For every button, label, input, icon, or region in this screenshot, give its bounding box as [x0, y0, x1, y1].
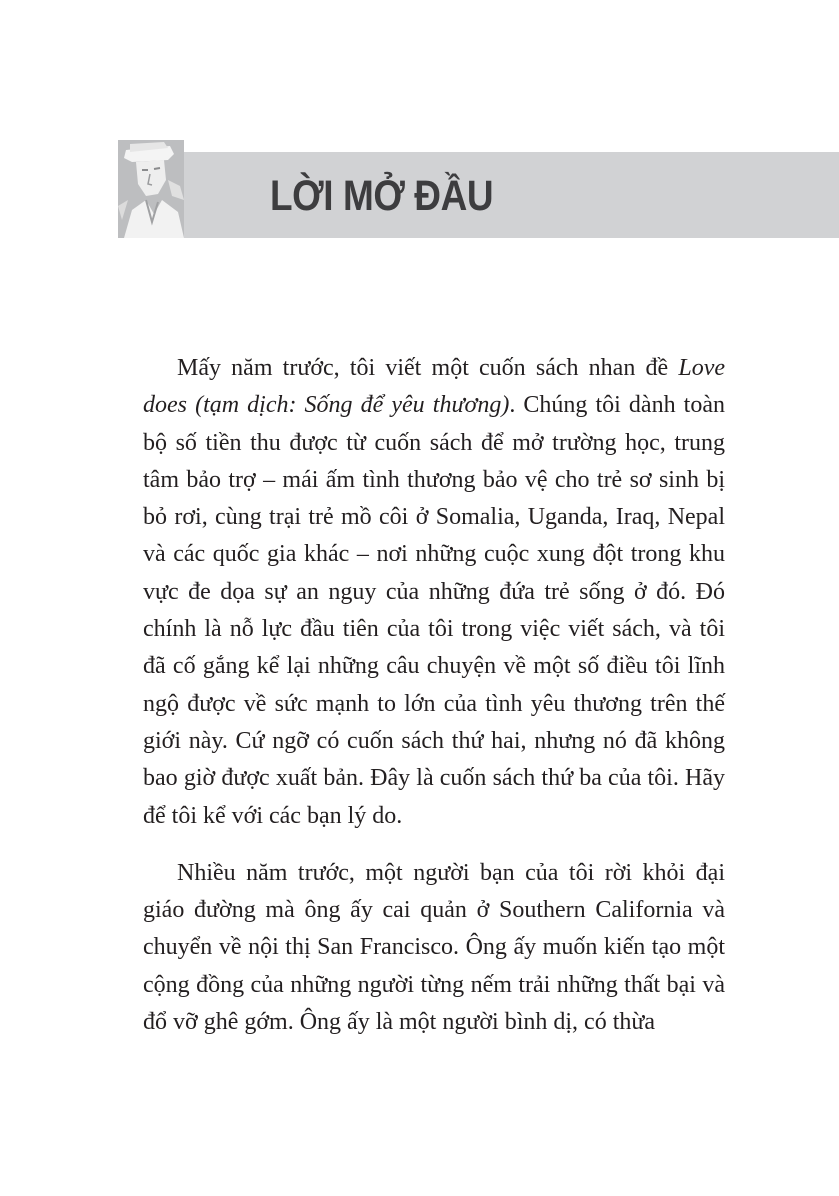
- paragraph-1-lead: Mấy năm trước, tôi viết một cuốn sách nhan đề: [177, 355, 679, 381]
- chapter-title: LỜI MỞ ĐẦU: [270, 172, 494, 220]
- paragraph-2: Nhiều năm trước, một người bạn của tôi rời khỏi đại giáo đường mà ông ấy cai quản ở Southern California và chuyển về nội thị San Francisco. Ông ấy muốn kiến tạo một cộng đồng của những người từng nếm trải những thất bại và đổ vỡ ghê gớm. Ông ấy là một người bình dị, có thừa: [143, 859, 725, 1036]
- paragraph-1: [143, 350, 725, 835]
- book-title-italic: Love does (tạm dịch: Sống để yêu thương): [143, 355, 725, 419]
- portrait-sketch: [118, 140, 184, 238]
- paragraph-1-rest: . Chúng tôi dành toàn bộ số tiền thu được từ cuốn sách để mở trường học, trung tâm bảo trợ – mái ấm tình thương bảo vệ cho trẻ sơ sinh bị bỏ rơi, cùng trại trẻ mồ côi ở Somalia, Uganda, Iraq, Nepal và các quốc gia khác – nơi những cuộc xung đột trong khu vực đe dọa sự an nguy của những đứa trẻ sống ở đó. Đó chính là nỗ lực đầu tiên của tôi trong việc viết sách, và tôi đã cố gắng kể lại những câu chuyện về một số điều tôi lĩnh ngộ được về sức mạnh to lớn của tình yêu thương trên thế giới này. Cứ ngỡ có cuốn sách thứ hai, nhưng nó đã không bao giờ được xuất bản. Đây là cuốn sách thứ ba của tôi. Hãy để tôi kể với các bạn lý do.: [143, 392, 725, 829]
- body-text: [143, 350, 725, 1041]
- author-portrait-image: [118, 140, 184, 238]
